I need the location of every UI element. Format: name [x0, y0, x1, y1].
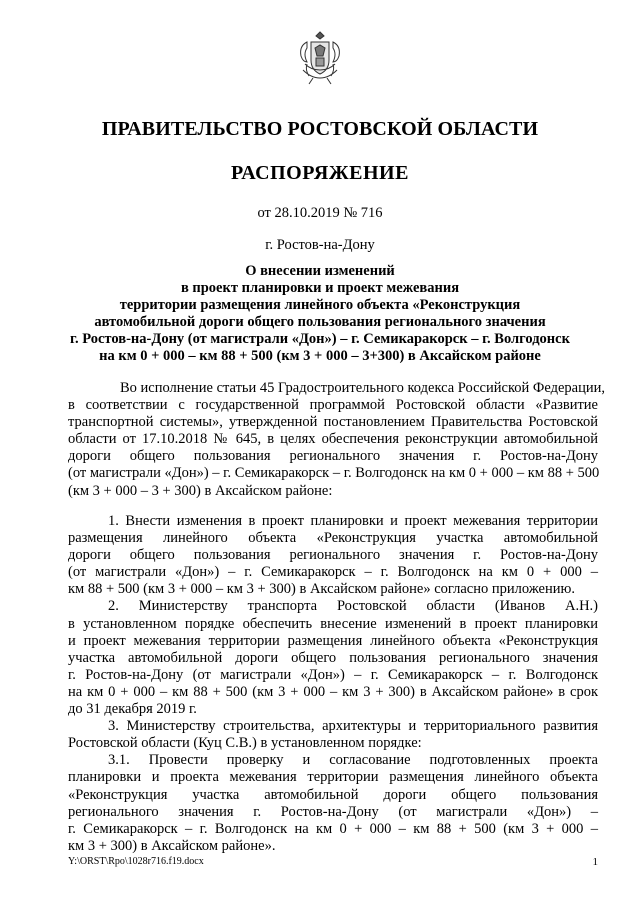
text-line: и проект межевания территории размещения линейного объекта «Реконструкция [68, 632, 598, 649]
text-line: до 31 декабря 2019 г. [68, 701, 197, 718]
text-line: (от магистрали «Дон») – г. Семикаракорск – г. Волгодонск на км 0 + 000 – км 88 + 500 [68, 465, 600, 482]
text-line: 3. Министерству строительства, архитектуры и территориального развития [108, 718, 598, 735]
text-line: (км 3 + 000 – 3 + 300) в Аксайском районе: [68, 482, 333, 499]
text-line: г. Ростов-на-Дону (от магистрали «Дон») – г. Семикаракорск – г. Волгодонск [68, 666, 598, 683]
text-line: км 3 + 300) в Аксайском районе». [68, 837, 276, 854]
title-line: автомобильной дороги общего пользования регионального значения [94, 314, 546, 330]
title-line: территории размещения линейного объекта «Реконструкция [119, 297, 521, 313]
title-line: на км 0 + 000 – км 88 + 500 (км 3 + 000 – 3+300) в Аксайском районе [99, 348, 541, 364]
text-line: г. Семикаракорск – г. Волгодонск на км 0 + 000 – км 88 + 500 (км 3 + 000 – [68, 820, 598, 837]
coat-of-arms-icon [295, 28, 345, 88]
text-line: 3.1. Провести проверку и согласование подготовленных проекта [108, 752, 598, 769]
text-line: регионального значения г. Ростов-на-Дону (от магистрали «Дон») – [68, 803, 598, 820]
title-line: г. Ростов-на-Дону (от магистрали «Дон») – г. Семикаракорск – г. Волгодонск [70, 331, 570, 347]
text-line: области от 17.10.2018 № 645, в целях обеспечения реконструкции автомобильной [68, 431, 598, 448]
text-line: участка автомобильной дороги общего пользования регионального значения [68, 649, 598, 666]
text-line: (от магистрали «Дон») – г. Семикаракорск – г. Волгодонск на км 0 + 000 – [68, 564, 598, 581]
text-line: в установленном порядке обеспечить внесение изменений в проект планировки [68, 615, 598, 632]
organization-name: ПРАВИТЕЛЬСТВО РОСТОВСКОЙ ОБЛАСТИ [101, 118, 539, 140]
text-line: на км 0 + 000 – км 88 + 500 (км 3 + 000 – км 3 + 300) в Аксайском районе» в срок [68, 683, 598, 700]
page-number: 1 [592, 856, 598, 868]
text-line: планировки и проекта межевания территории размещения линейного объекта [68, 769, 598, 786]
text-line: размещения линейного объекта «Реконструкция участка автомобильной [68, 530, 598, 547]
ordered-items [68, 513, 598, 855]
text-line: км 88 + 500 (км 3 + 000 – км 3 + 300) в Аксайском районе» согласно приложению. [68, 581, 575, 598]
preamble-paragraph [68, 380, 605, 500]
text-line: дороги общего пользования регионального значения г. Ростов-на-Дону [68, 547, 598, 564]
text-line: дороги общего пользования регионального значения г. Ростов-на-Дону [68, 448, 598, 465]
text-line: 1. Внести изменения в проект планировки и проект межевания территории [108, 513, 598, 529]
file-path-footer: Y:\ORST\Rpo\1028r716.f19.docx [68, 856, 204, 867]
document-date-number: от 28.10.2019 № 716 [257, 205, 383, 221]
document-city: г. Ростов-на-Дону [265, 237, 375, 253]
document-type: РАСПОРЯЖЕНИЕ [231, 162, 409, 184]
text-line: 2. Министерству транспорта Ростовской области (Иванов А.Н.) [108, 598, 598, 615]
text-line: Ростовской области (Куц С.В.) в установленном порядке: [68, 735, 422, 752]
document-title [60, 263, 580, 365]
text-line: в соответствии с государственной программой Ростовской области «Развитие [68, 397, 598, 414]
title-line: в проект планировки и проект межевания [180, 280, 460, 296]
text-line: Во исполнение статьи 45 Градостроительного кодекса Российской Федерации, [120, 380, 605, 396]
text-line: «Реконструкция участка автомобильной дороги общего пользования [68, 786, 598, 803]
text-line: транспортной системы», утвержденной постановлением Правительства Ростовской [68, 414, 598, 431]
title-line: О внесении изменений [245, 263, 395, 279]
